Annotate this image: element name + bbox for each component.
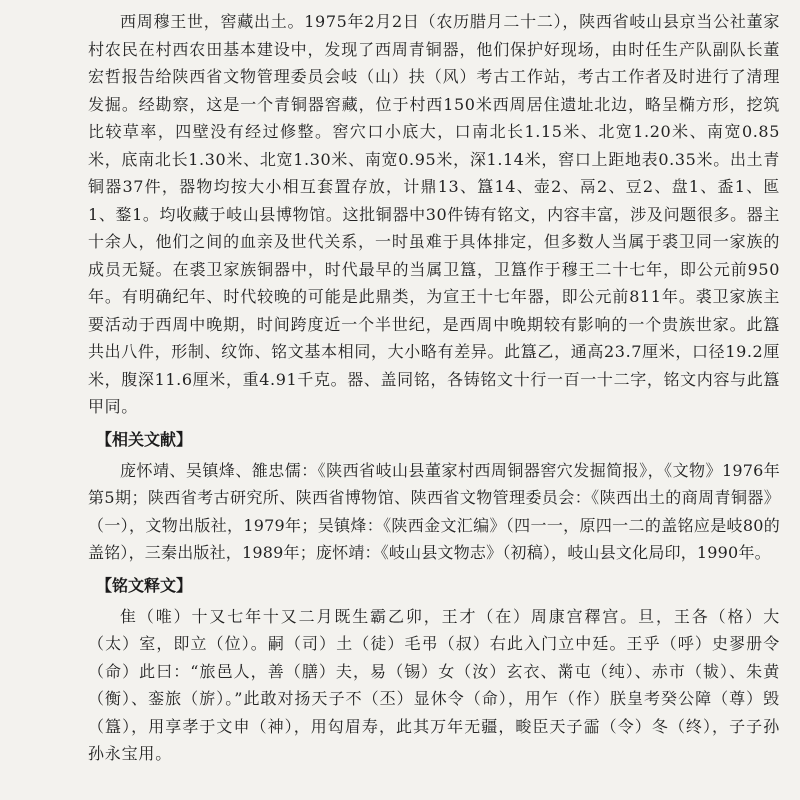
section-heading	[96, 0, 800, 4]
section-heading: 【铭文释文】	[96, 575, 193, 595]
section-related-literature	[0, 427, 800, 567]
section-paragraph: 隹（唯）十又七年十又二月既生霸乙卯，王才（在）周康宫䆁宫。旦，王各（格）大（太）室，即立（位）。嗣（司）土（徒）毛弔（叔）右此入门立中廷。王乎（呼）史翏册令（命）此曰：“旅邑人，善（膳）夫，易（锡）女（汝）玄衣、黹屯（纯）、赤市（韨）、朱黄（衡）、銮旅（旂）。”此敢对扬天子不（丕）显休令（命），用乍（作）朕皇考癸公障（尊）毁（簋），用享孝于文申（神），用匃眉寿，此其万年无疆，畯臣天子霝（令）冬（终），子子孙孙永宝用。	[88, 606, 780, 763]
section-paragraph: 西周穆王世，窖藏出土。1975年2月2日（农历腊月二十二），陕西省岐山县京当公社董家村农民在村西农田基本建设中，发现了西周青铜器，他们保护好现场，由时任生产队副队长董宏哲报告给陕西省文物管理委员会岐（山）扶（风）考古工作站，考古工作者及时进行了清理发掘。经勘察，这是一个青铜器窖藏，位于村西150米西周居住遗址北边，略呈椭方形，挖筑比较草率，四壁没有经过修整。窖穴口小底大，口南北长1.15米、北宽1.20米、南宽0.85米，底南北长1.30米、北宽1.30米、南宽0.95米，深1.14米，窖口上距地表0.35米。出土青铜器37件，器物均按大小相互套置存放，计鼎13、簋14、壶2、鬲2、豆2、盘1、盉1、匜1、鍪1。均收藏于岐山县博物馆。这批铜器中30件铸有铭文，内容丰富，涉及问题很多。器主十余人，他们之间的血亲及世代关系，一时虽难于具体排定，但多数人当属于裘卫同一家族的成员无疑。在裘卫家族铜器中，时代最早的当属卫簋，卫簋作于穆王二十七年，即公元前950年。有明确纪年、时代较晚的可能是此鼎类，为宣王十七年器，即公元前811年。裘卫家族主要活动于西周中晚期，时间跨度近一个半世纪，是西周中晚期较有影响的一个贵族世家。此簋共出八件，形制、纹饰、铭文基本相同，大小略有差异。此簋乙，通高23.7厘米，口径19.2厘米，腹深11.6厘米，重4.91千克。器、盖同铭，各铸铭文十行一百一十二字，铭文内容与此簋甲同。	[88, 12, 780, 416]
section-paragraph: 庞怀靖、吴镇烽、雒忠儒：《陕西省岐山县董家村西周铜器窖穴发掘简报》，《文物》1976年第5期；陕西省考古研究所、陕西省博物馆、陕西省文物管理委员会：《陕西出土的商周青铜器》（一），文物出版社，1979年；吴镇烽：《陕西金文汇编》（四一一，原四一二的盖铭应是岐80的盖铭），三秦出版社，1989年；庞怀靖：《岐山县文物志》（初稿），岐山县文化局印，1990年。	[88, 460, 780, 562]
section-heading: 【相关文献】	[96, 429, 193, 449]
section-inscription-transcription	[0, 573, 800, 768]
